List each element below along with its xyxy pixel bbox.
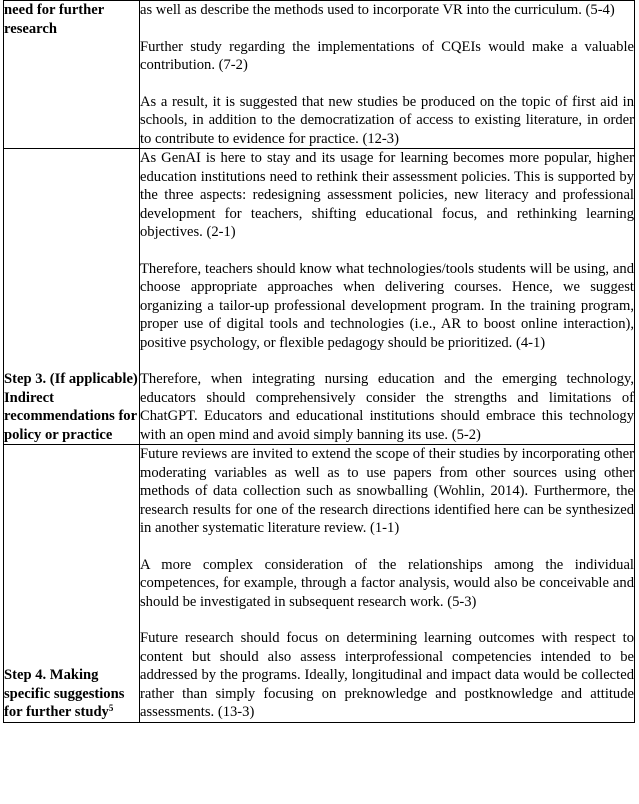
paragraph: As GenAI is here to stay and its usage for learning becomes more popular, higher education institutions need to rethink their assessment policies. This is supported by the three aspects: redesigning assessment policies, new literacy and professional development for teachers, shifting educational focus, and rethinking learning objectives. (2-1) [140, 150, 634, 240]
paragraph: As a result, it is suggested that new studies be produced on the topic of first aid in schools, in addition to the democratization of access to existing literature, in order to contribute to evidence for practice. (12-3) [140, 93, 634, 147]
row-content [140, 1, 635, 149]
table-row [4, 445, 635, 723]
paragraph: as well as describe the methods used to incorporate VR into the curriculum. (5-4) [140, 2, 615, 18]
paragraph: Therefore, when integrating nursing education and the emerging technology, educators should comprehensively consider the strengths and limitations of ChatGPT. Educators and educational institutions should embrace this technology with an open mind and avoid simply banning its use. (5-2) [140, 371, 634, 443]
row-label-text: need for further research [4, 2, 104, 37]
row-label [4, 445, 140, 723]
recommendations-table [3, 0, 635, 723]
row-label [4, 1, 140, 149]
row-content [140, 445, 635, 723]
table-row [4, 149, 635, 445]
row-label [4, 149, 140, 445]
footnote-marker: 5 [108, 703, 114, 713]
row-label-text: Step 3. (If applicable) Indirect recommendations for policy or practice [4, 371, 138, 443]
paragraph: Future research should focus on determining learning outcomes with respect to content but should also assess interprofessional competencies intended to be addressed by the programs. Ideally, longitudinal and impact data would be collected rather than simply focusing on preknowledge and postknowledge and attitude assessments. (13-3) [140, 630, 634, 720]
table-row [4, 1, 635, 149]
row-label-text: Step 4. Making specific suggestions for further study [4, 667, 125, 720]
paragraph: A more complex consideration of the relationships among the individual competences, for example, through a factor analysis, would also be conceivable and should be investigated in subsequent research work. (5-3) [140, 556, 634, 610]
paragraph: Further study regarding the implementations of CQEIs would make a valuable contribution. (7-2) [140, 38, 634, 73]
paragraph: Therefore, teachers should know what technologies/tools students will be using, and choose appropriate approaches when delivering courses. Hence, we suggest organizing a tailor-up professional development program. In the training program, proper use of digital tools and technologies (i.e., AR to boost online interaction), positive psychology, or flexible pedagogy should be prioritized. (4-1) [140, 260, 634, 351]
paragraph: Future reviews are invited to extend the scope of their studies by incorporating other moderating variables as well as to use papers from other sources using other methods of data collection such as snowballing (Wohlin, 2014). Furthermore, the research results for one of the research directions identified here can be synthesized in another systematic literature review. (1-1) [140, 446, 634, 536]
row-content [140, 149, 635, 445]
